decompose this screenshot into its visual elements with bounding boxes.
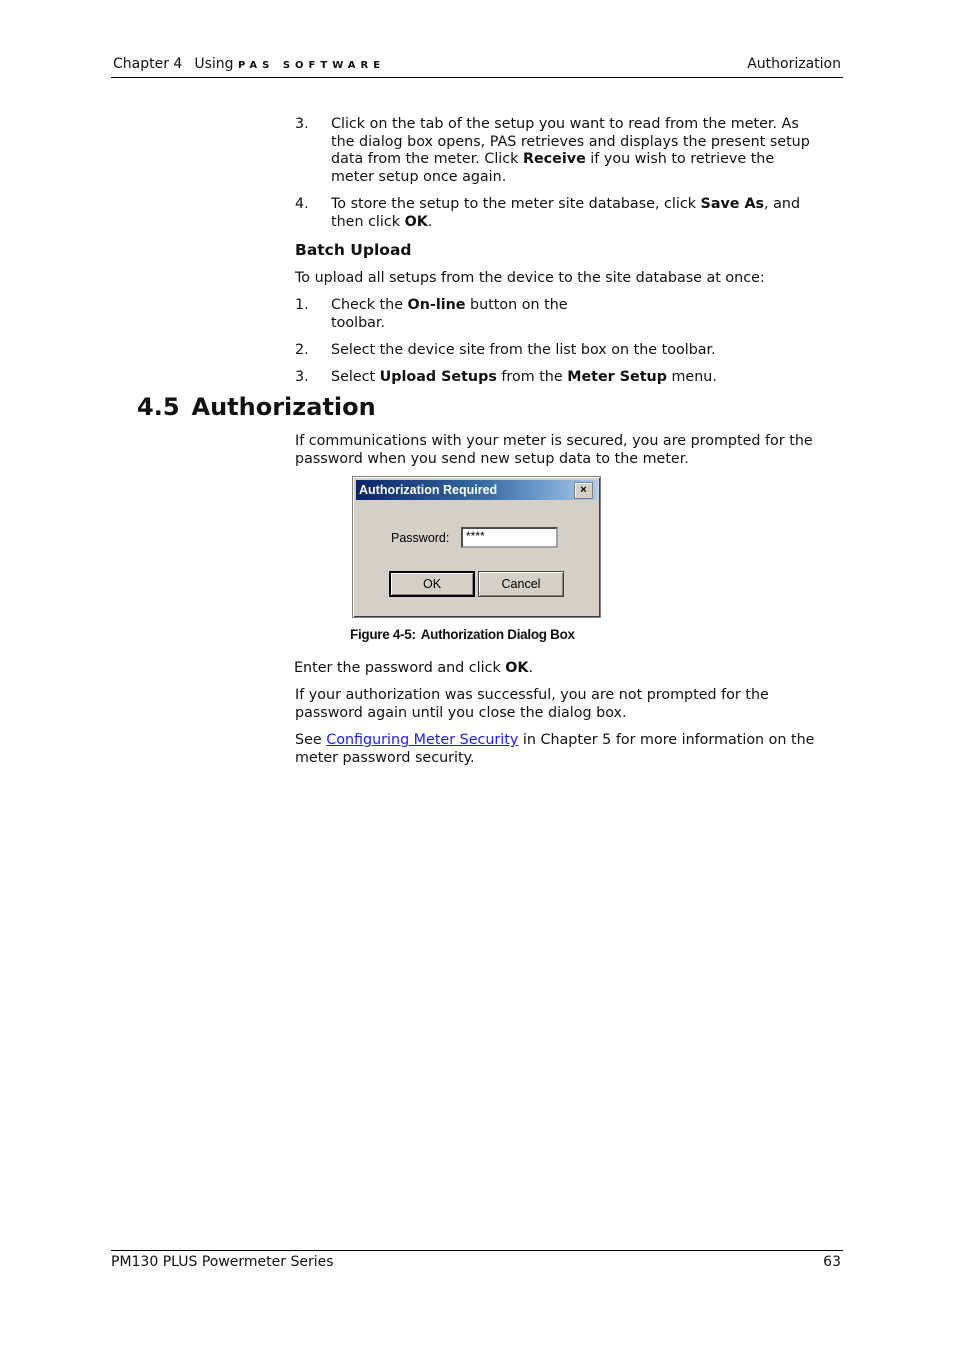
list-number: 1. xyxy=(295,297,309,313)
text-run: See xyxy=(295,732,327,748)
bold-text: Upload Setups xyxy=(379,369,497,385)
figure-label: Figure 4-5: xyxy=(350,627,416,642)
section-number: 4.5 xyxy=(137,393,180,421)
text-run: To store the setup to the meter site database, click xyxy=(331,196,701,212)
figure-caption xyxy=(350,627,575,642)
footer-product: PM130 PLUS Powermeter Series xyxy=(111,1254,334,1270)
authorization-dialog xyxy=(352,476,601,618)
password-label: Password: xyxy=(391,531,450,545)
bold-text: On-line xyxy=(407,297,466,313)
text-run: Select xyxy=(331,369,380,385)
header-chapter-number: Chapter 4 xyxy=(113,56,183,72)
header-chapter xyxy=(113,56,385,72)
text-run: Check the xyxy=(331,297,408,313)
bold-text: OK xyxy=(404,213,428,230)
text-run: Click on the tab of the setup you want to read from the meter. As the dialog box opens, PAS retrieves and displays the present setup data from the meter. Click xyxy=(331,116,810,167)
see-also-text xyxy=(295,732,835,767)
section-title: Authorization xyxy=(191,393,376,421)
batch-upload-heading: Batch Upload xyxy=(295,241,412,259)
dialog-title: Authorization Required xyxy=(359,483,498,497)
ok-button[interactable]: OK xyxy=(389,571,475,597)
batch-upload-intro: To upload all setups from the device to the site database at once: xyxy=(295,270,765,286)
cancel-button[interactable]: Cancel xyxy=(478,571,564,597)
bold-text: OK xyxy=(505,660,529,676)
list-item xyxy=(295,116,815,188)
list-text xyxy=(331,297,581,332)
text-run: Enter the password and click xyxy=(294,660,506,676)
section-intro: If communications with your meter is secured, you are prompted for the password when you send new setup data to the meter. xyxy=(295,433,813,467)
bold-text: Meter Setup xyxy=(567,369,667,385)
text-run: in Chapter 5 for more information on the meter password security. xyxy=(295,732,815,766)
section-heading xyxy=(137,393,376,421)
text-run: if you wish to retrieve the meter setup once again. xyxy=(331,151,775,185)
text-run: button on the toolbar. xyxy=(331,297,568,331)
list-number: 3. xyxy=(295,116,309,132)
list-text xyxy=(331,196,811,231)
text-run: menu. xyxy=(666,369,717,385)
text-run: . xyxy=(427,213,433,230)
text-run: . xyxy=(528,660,534,676)
bold-text: Receive xyxy=(522,151,586,167)
close-icon[interactable]: × xyxy=(574,482,593,499)
list-text xyxy=(331,369,811,387)
dialog-title-bar xyxy=(356,480,597,500)
enter-password-text xyxy=(294,660,533,678)
text-run: , and then click xyxy=(331,196,801,230)
figure-title: Authorization Dialog Box xyxy=(420,627,575,642)
page-header xyxy=(111,55,843,78)
page-number: 63 xyxy=(823,1254,841,1270)
header-section: Authorization xyxy=(747,56,841,72)
list-text xyxy=(331,116,811,186)
page-footer xyxy=(111,1250,843,1273)
configuring-meter-security-link[interactable]: Configuring Meter Security xyxy=(326,732,519,748)
header-using: Using xyxy=(194,56,234,72)
password-field[interactable]: **** xyxy=(461,527,558,548)
list-text: Select the device site from the list box on the toolbar. xyxy=(331,342,716,358)
success-text: If your authorization was successful, you are not prompted for the password again until you close the dialog box. xyxy=(295,687,769,721)
list-number: 4. xyxy=(295,196,309,212)
list-number: 2. xyxy=(295,342,309,358)
bold-text: Save As xyxy=(700,196,765,212)
list-number: 3. xyxy=(295,369,309,385)
text-run: from the xyxy=(496,369,568,385)
header-software-name: PAS SOFTWARE xyxy=(238,60,386,71)
